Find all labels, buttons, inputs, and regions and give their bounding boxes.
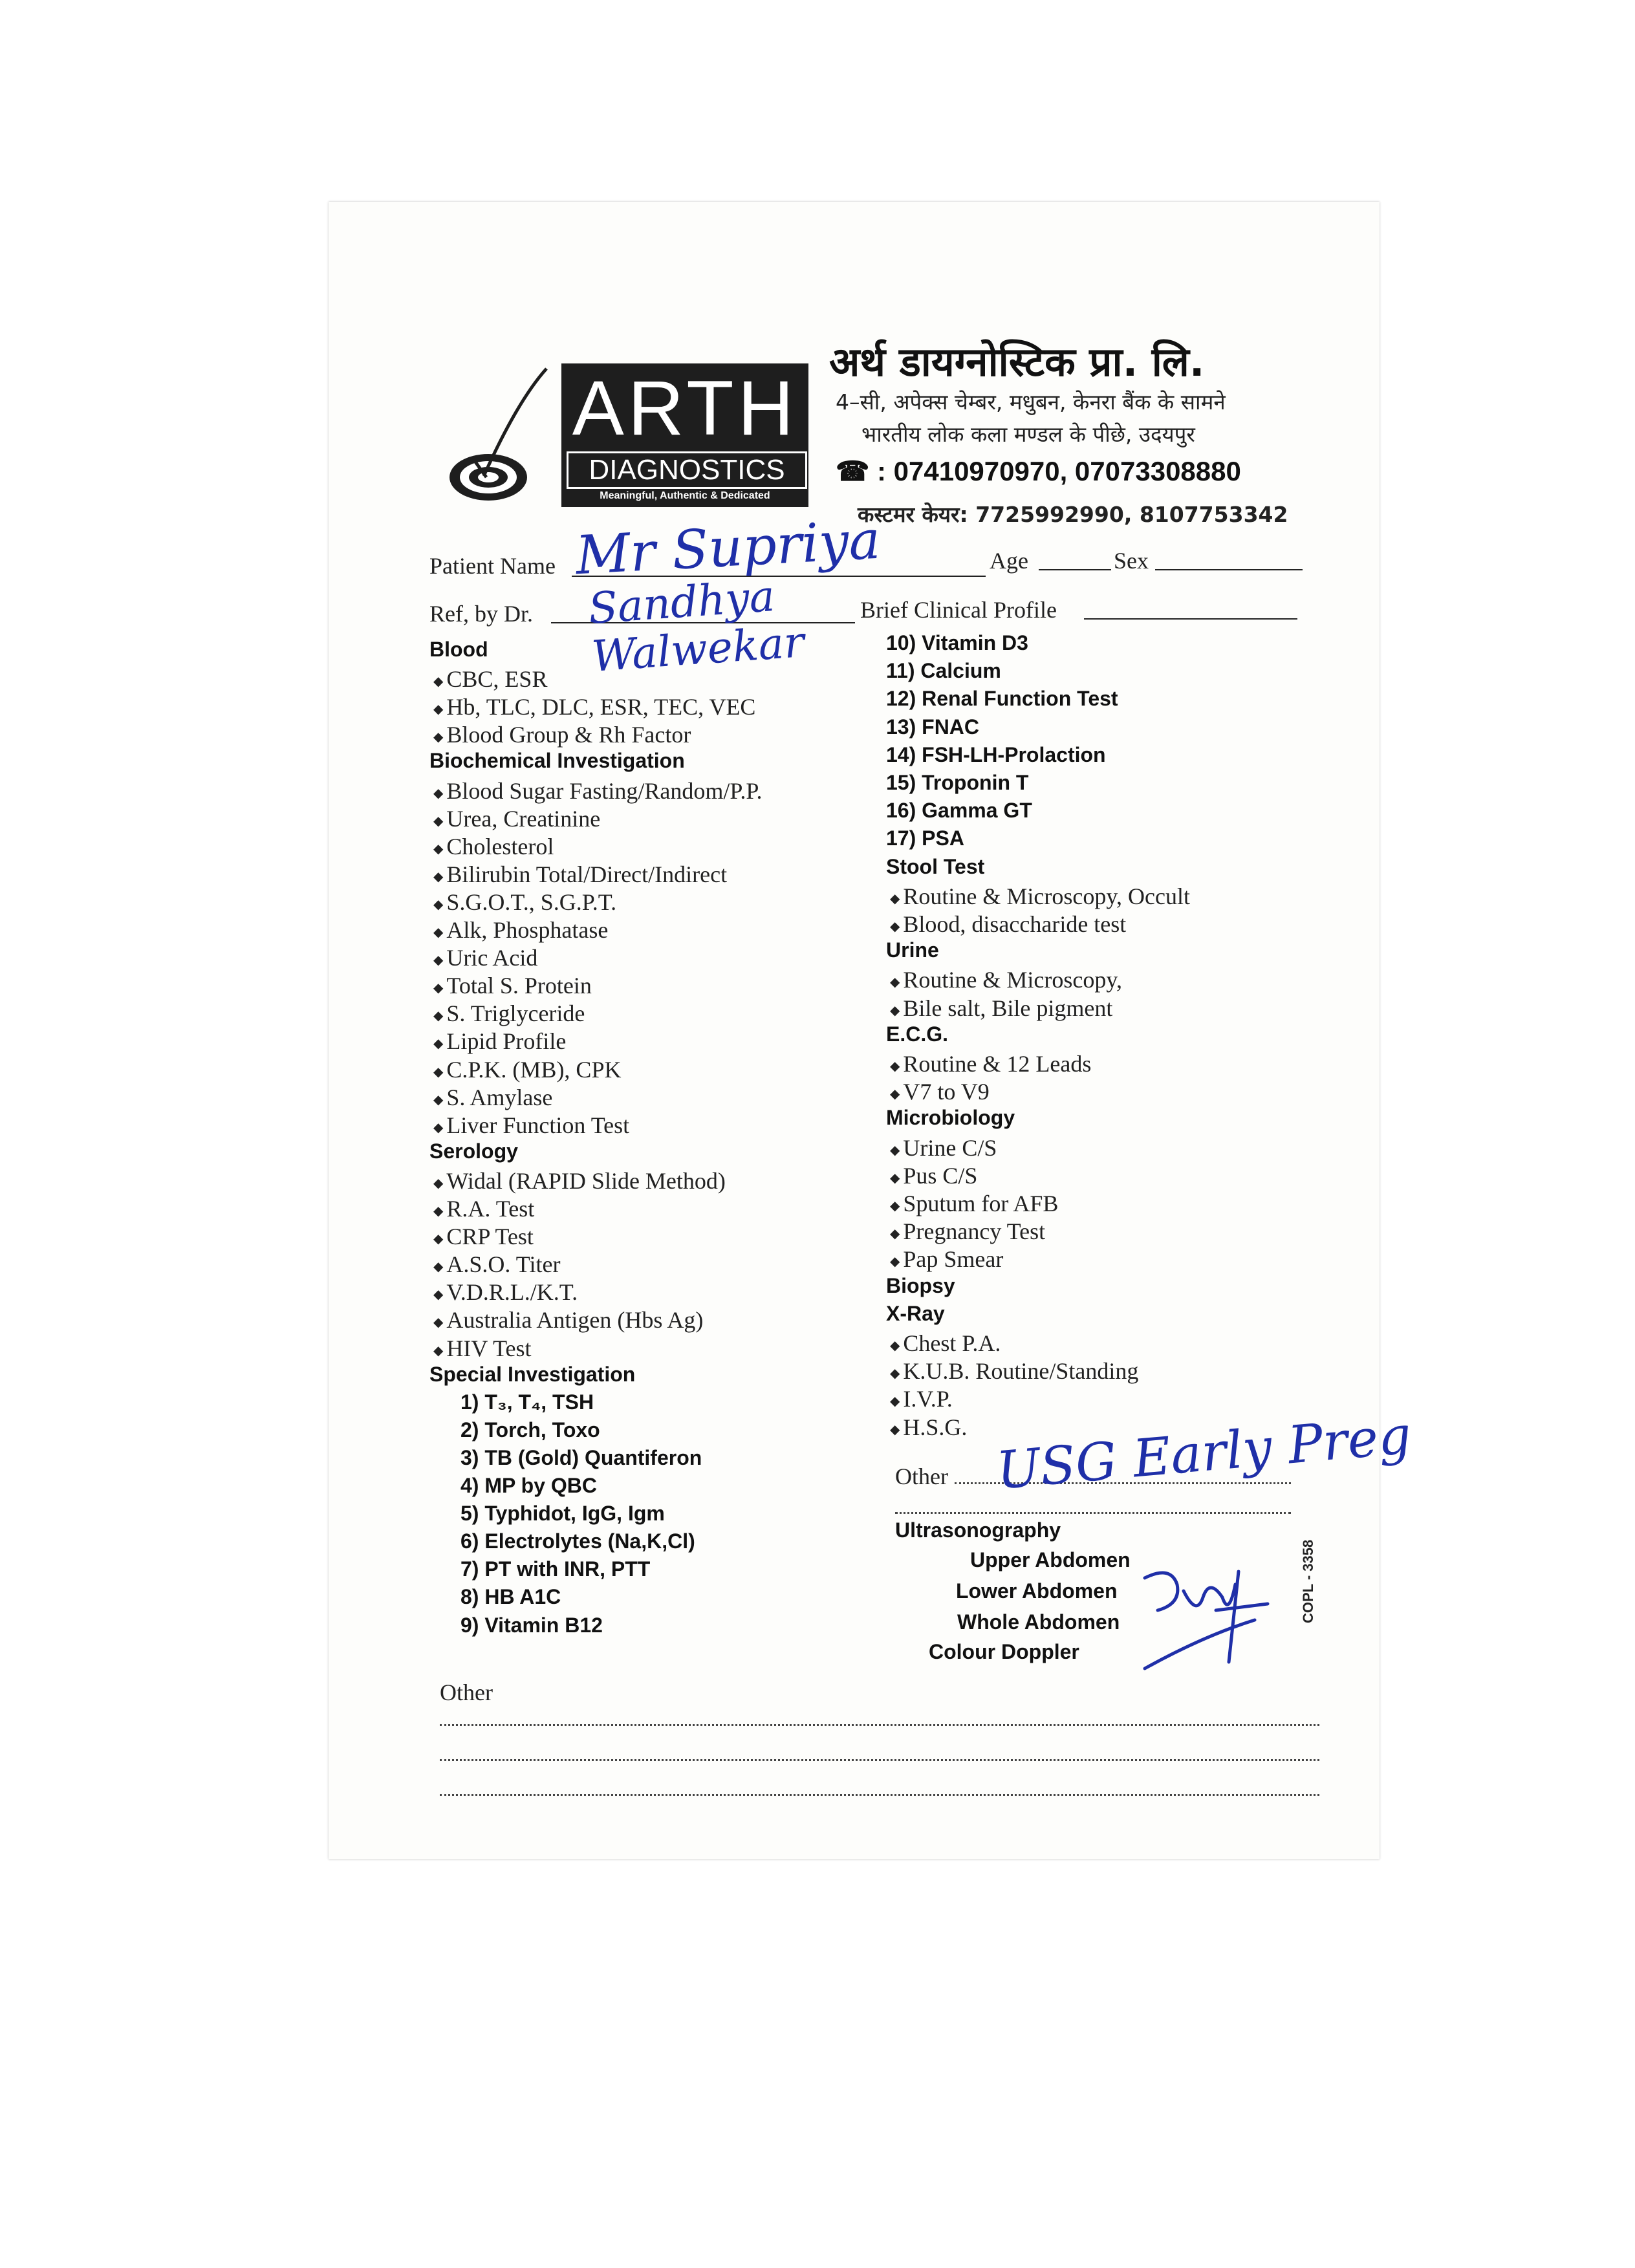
logo-diagnostics: DIAGNOSTICS bbox=[567, 451, 807, 489]
left-item-21 bbox=[433, 1223, 534, 1250]
right-label-28: H.S.G. bbox=[903, 1414, 968, 1440]
left-label-22: A.S.O. Titer bbox=[446, 1251, 561, 1278]
left-item-8 bbox=[433, 861, 727, 888]
left-label-12: Total S. Protein bbox=[446, 973, 592, 999]
left-num-27: 1) T₃, T₄, TSH bbox=[460, 1390, 594, 1414]
ultrasonography-heading: Ultrasonography bbox=[895, 1518, 1061, 1542]
right-label-19: Pus C/S bbox=[903, 1162, 978, 1189]
bullet-icon: ◆ bbox=[433, 981, 447, 996]
right-num-7: 17) PSA bbox=[886, 826, 964, 850]
left-label-10: Alk, Phosphatase bbox=[446, 917, 609, 943]
usg-whole-abdomen: Whole Abdomen bbox=[957, 1610, 1120, 1634]
bullet-icon: ◆ bbox=[890, 1366, 904, 1381]
right-label-13: Bile salt, Bile pigment bbox=[903, 995, 1113, 1021]
bullet-icon: ◆ bbox=[433, 1315, 447, 1330]
left-label-9: S.G.O.T., S.G.P.T. bbox=[446, 889, 617, 915]
left-num-28: 2) Torch, Toxo bbox=[460, 1418, 600, 1442]
left-num-30: 4) MP by QBC bbox=[460, 1474, 597, 1497]
left-label-17: Liver Function Test bbox=[446, 1112, 630, 1138]
right-num-0: 10) Vitamin D3 bbox=[886, 631, 1028, 654]
phone-numbers: ☎ : 07410970970, 07073308880 bbox=[836, 456, 1241, 486]
right-item-27 bbox=[890, 1385, 953, 1412]
bullet-icon: ◆ bbox=[433, 953, 447, 968]
right-label-26: K.U.B. Routine/Standing bbox=[903, 1358, 1139, 1385]
bullet-icon: ◆ bbox=[890, 1171, 904, 1186]
left-label-3: Blood Group & Rh Factor bbox=[446, 722, 691, 748]
left-num-33: 7) PT with INR, PTT bbox=[460, 1557, 651, 1581]
bullet-icon: ◆ bbox=[433, 1037, 447, 1052]
right-num-1: 11) Calcium bbox=[886, 659, 1001, 683]
left-item-9 bbox=[433, 889, 616, 916]
bullet-icon: ◆ bbox=[890, 1227, 904, 1242]
left-item-11 bbox=[433, 944, 537, 971]
left-label-11: Uric Acid bbox=[446, 945, 538, 971]
right-item-18 bbox=[890, 1134, 997, 1161]
right-item-12 bbox=[890, 966, 1122, 993]
bullet-icon: ◆ bbox=[890, 1255, 904, 1269]
left-heading-26: Special Investigation bbox=[429, 1362, 636, 1386]
right-label-15: Routine & 12 Leads bbox=[903, 1051, 1092, 1077]
left-item-3 bbox=[433, 721, 691, 748]
age-line bbox=[1039, 569, 1111, 570]
left-item-17 bbox=[433, 1112, 629, 1139]
right-item-16 bbox=[890, 1078, 990, 1105]
left-item-7 bbox=[433, 833, 554, 860]
right-label-12: Routine & Microscopy, bbox=[903, 967, 1123, 993]
bullet-icon: ◆ bbox=[433, 1288, 447, 1302]
right-item-21 bbox=[890, 1218, 1045, 1245]
right-item-9 bbox=[890, 883, 1190, 910]
bullet-icon: ◆ bbox=[890, 1422, 904, 1437]
right-label-10: Blood, disaccharide test bbox=[903, 911, 1127, 937]
left-label-24: Australia Antigen (Hbs Ag) bbox=[446, 1307, 704, 1334]
usg-colour-doppler: Colour Doppler bbox=[929, 1640, 1079, 1663]
bullet-icon: ◆ bbox=[433, 702, 447, 717]
target-logo-icon bbox=[440, 362, 563, 517]
logo bbox=[561, 363, 808, 507]
left-heading-18: Serology bbox=[429, 1139, 518, 1163]
bullet-icon: ◆ bbox=[433, 730, 447, 745]
bullet-icon: ◆ bbox=[890, 920, 904, 934]
bullet-icon: ◆ bbox=[433, 870, 447, 885]
left-label-25: HIV Test bbox=[446, 1335, 532, 1361]
logo-tagline: Meaningful, Authentic & Dedicated bbox=[600, 490, 770, 501]
bullet-icon: ◆ bbox=[433, 1120, 447, 1135]
bullet-icon: ◆ bbox=[890, 892, 904, 907]
right-label-16: V7 to V9 bbox=[903, 1079, 990, 1105]
right-num-4: 14) FSH-LH-Prolaction bbox=[886, 742, 1106, 766]
usg-lower-abdomen: Lower Abdomen bbox=[956, 1579, 1118, 1603]
other-line-bottom-1 bbox=[440, 1724, 1319, 1726]
right-label-9: Routine & Microscopy, Occult bbox=[903, 883, 1190, 909]
right-item-25 bbox=[890, 1330, 1001, 1357]
form-code: COPL - 3358 bbox=[1300, 1539, 1316, 1623]
left-item-13 bbox=[433, 1000, 585, 1027]
right-item-15 bbox=[890, 1050, 1091, 1077]
right-heading-11: Urine bbox=[886, 938, 939, 962]
left-num-34: 8) HB A1C bbox=[460, 1585, 561, 1609]
ref-by-label: Ref, by Dr. bbox=[429, 601, 533, 627]
bullet-icon: ◆ bbox=[890, 1394, 904, 1409]
left-label-15: C.P.K. (MB), CPK bbox=[446, 1056, 622, 1083]
bullet-icon: ◆ bbox=[433, 898, 447, 913]
left-heading-4: Biochemical Investigation bbox=[429, 749, 685, 773]
left-num-31: 5) Typhidot, IgG, Igm bbox=[460, 1502, 665, 1526]
bullet-icon: ◆ bbox=[433, 1260, 447, 1275]
right-num-3: 13) FNAC bbox=[886, 715, 980, 739]
bullet-icon: ◆ bbox=[433, 1204, 447, 1219]
bullet-icon: ◆ bbox=[433, 786, 447, 801]
left-item-1 bbox=[433, 665, 547, 693]
right-item-26 bbox=[890, 1357, 1138, 1385]
other-label-bottom: Other bbox=[440, 1679, 493, 1705]
left-item-23 bbox=[433, 1279, 578, 1306]
bullet-icon: ◆ bbox=[433, 675, 447, 689]
left-label-7: Cholesterol bbox=[446, 833, 554, 859]
right-label-18: Urine C/S bbox=[903, 1134, 997, 1161]
bullet-icon: ◆ bbox=[433, 841, 447, 856]
doctor-signature bbox=[1125, 1559, 1281, 1681]
other-line-bottom-2 bbox=[440, 1759, 1319, 1761]
left-item-5 bbox=[433, 777, 762, 805]
bullet-icon: ◆ bbox=[433, 1232, 447, 1247]
right-label-22: Pap Smear bbox=[903, 1246, 1004, 1273]
right-num-6: 16) Gamma GT bbox=[886, 799, 1032, 823]
left-label-2: Hb, TLC, DLC, ESR, TEC, VEC bbox=[446, 694, 756, 720]
right-heading-24: X-Ray bbox=[886, 1301, 945, 1325]
address-line-1: 4–सी, अपेक्स चेम्बर, मधुबन, केनरा बैंक के सामने bbox=[836, 389, 1226, 415]
right-item-19 bbox=[890, 1162, 977, 1189]
right-heading-17: Microbiology bbox=[886, 1106, 1015, 1130]
left-label-1: CBC, ESR bbox=[446, 666, 548, 693]
right-heading-8: Stool Test bbox=[886, 854, 985, 878]
other-line-right-2 bbox=[895, 1512, 1291, 1514]
address-line-2: भारतीय लोक कला मण्डल के पीछे, उदयपुर bbox=[861, 422, 1195, 447]
logo-arth: ARTH bbox=[572, 365, 798, 451]
right-item-22 bbox=[890, 1246, 1003, 1273]
right-label-25: Chest P.A. bbox=[903, 1330, 1001, 1356]
right-label-27: I.V.P. bbox=[903, 1386, 953, 1412]
left-item-24 bbox=[433, 1306, 703, 1334]
hindi-company-name: अर्थ डायग्नोस्टिक प्रा. लि. bbox=[829, 338, 1205, 385]
sex-line bbox=[1155, 569, 1303, 570]
bullet-icon: ◆ bbox=[890, 1339, 904, 1354]
left-label-5: Blood Sugar Fasting/Random/P.P. bbox=[446, 777, 763, 804]
bullet-icon: ◆ bbox=[890, 975, 904, 990]
left-item-19 bbox=[433, 1167, 726, 1194]
left-item-22 bbox=[433, 1251, 560, 1278]
left-num-29: 3) TB (Gold) Quantiferon bbox=[460, 1445, 702, 1469]
bullet-icon: ◆ bbox=[890, 1199, 904, 1214]
other-handwritten: USG Early Preg bbox=[994, 1405, 1414, 1501]
left-item-14 bbox=[433, 1028, 566, 1055]
left-item-12 bbox=[433, 972, 592, 999]
right-heading-23: Biopsy bbox=[886, 1273, 955, 1297]
left-label-21: CRP Test bbox=[446, 1224, 534, 1250]
left-label-14: Lipid Profile bbox=[446, 1028, 567, 1055]
other-line-bottom-3 bbox=[440, 1794, 1319, 1796]
left-label-16: S. Amylase bbox=[446, 1084, 553, 1110]
left-label-19: Widal (RAPID Slide Method) bbox=[446, 1167, 726, 1194]
right-label-21: Pregnancy Test bbox=[903, 1218, 1046, 1245]
left-item-6 bbox=[433, 805, 600, 832]
right-num-5: 15) Troponin T bbox=[886, 771, 1029, 794]
left-item-25 bbox=[433, 1335, 532, 1362]
left-item-15 bbox=[433, 1056, 621, 1083]
left-label-23: V.D.R.L./K.T. bbox=[446, 1279, 578, 1306]
patient-name-handwritten: Mr Supriya bbox=[574, 509, 882, 587]
bullet-icon: ◆ bbox=[890, 1059, 904, 1074]
left-item-10 bbox=[433, 916, 608, 944]
left-label-13: S. Triglyceride bbox=[446, 1000, 585, 1027]
bullet-icon: ◆ bbox=[433, 1009, 447, 1024]
bullet-icon: ◆ bbox=[433, 925, 447, 940]
left-label-8: Bilirubin Total/Direct/Indirect bbox=[446, 861, 728, 887]
left-num-35: 9) Vitamin B12 bbox=[460, 1613, 603, 1637]
usg-upper-abdomen: Upper Abdomen bbox=[970, 1548, 1131, 1571]
sex-label: Sex bbox=[1114, 548, 1149, 574]
left-heading-0: Blood bbox=[429, 638, 488, 661]
bullet-icon: ◆ bbox=[433, 814, 447, 828]
right-heading-14: E.C.G. bbox=[886, 1022, 949, 1046]
bullet-icon: ◆ bbox=[890, 1143, 904, 1158]
bullet-icon: ◆ bbox=[433, 1092, 447, 1107]
left-label-6: Urea, Creatinine bbox=[446, 805, 601, 832]
bullet-icon: ◆ bbox=[433, 1343, 447, 1358]
bullet-icon: ◆ bbox=[890, 1087, 904, 1102]
age-label: Age bbox=[990, 548, 1028, 574]
clinical-profile-label: Brief Clinical Profile bbox=[860, 597, 1057, 623]
bullet-icon: ◆ bbox=[433, 1176, 447, 1191]
left-item-2 bbox=[433, 693, 755, 720]
bullet-icon: ◆ bbox=[433, 1064, 447, 1079]
right-num-2: 12) Renal Function Test bbox=[886, 687, 1118, 711]
customer-care: कस्टमर केयर: 7725992990, 8107753342 bbox=[858, 502, 1288, 527]
left-num-32: 6) Electrolytes (Na,K,Cl) bbox=[460, 1529, 695, 1553]
other-label-right: Other bbox=[895, 1463, 948, 1489]
patient-name-label: Patient Name bbox=[429, 553, 556, 579]
right-item-20 bbox=[890, 1190, 1058, 1217]
left-item-16 bbox=[433, 1084, 552, 1111]
ref-doctor-handwritten: Sandhya Walwekar bbox=[587, 571, 806, 682]
right-item-13 bbox=[890, 995, 1112, 1022]
right-item-10 bbox=[890, 911, 1126, 938]
clinical-profile-line bbox=[1084, 618, 1297, 620]
right-label-20: Sputum for AFB bbox=[903, 1191, 1059, 1216]
right-item-28 bbox=[890, 1414, 967, 1441]
left-label-20: R.A. Test bbox=[446, 1196, 535, 1222]
left-item-20 bbox=[433, 1195, 534, 1222]
bullet-icon: ◆ bbox=[890, 1003, 904, 1018]
